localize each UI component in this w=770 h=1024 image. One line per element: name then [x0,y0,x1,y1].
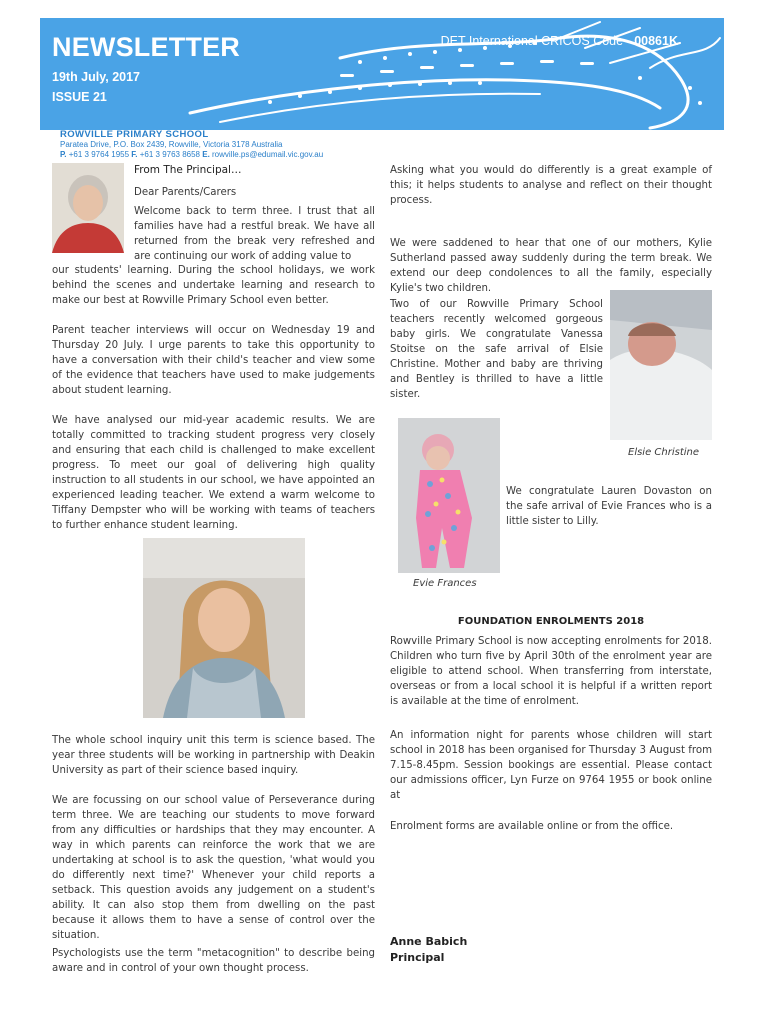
teacher-photo [143,538,305,718]
principal-p6: Psychologists use the term "metacognition" to describe being aware and in control of your own thought process. [52,948,375,974]
school-info [60,130,323,160]
right-p1: Asking what you would do differently is a great example of this; it helps students to analyse and reflect on their thought process. [390,165,712,206]
newsletter-date: 19th July, 2017 [52,70,141,84]
right-p2: We were saddened to hear that one of our mothers, Kylie Sutherland passed away suddenly during the term break. We extend our deep condolences to all the family, especially Kylie's two children. [390,238,712,294]
evie-photo [398,418,500,573]
right-p7: Enrolment forms are available online or from the office. [390,821,674,832]
school-name: ROWVILLE PRIMARY SCHOOL [60,129,209,140]
right-p3: Two of our Rowville Primary School teachers recently welcomed gorgeous baby girls. We congratulate Vanessa Stoitse on the safe arrival of Elsie Christine. Mother and baby are thriving and Bentley is thrilled to have a little sister. [390,299,603,400]
newsletter-banner [40,18,724,130]
evie-caption: Evie Frances [413,578,477,589]
principal-p4: The whole school inquiry unit this term is science based. The year three students will be working in partnership with Deakin University as part of their science based inquiry. [52,735,375,776]
signature-title: Principal [390,951,445,964]
principal-p5: We are focussing on our school value of Perseverance during term three. We are teaching our students to move forward from any difficulties or hardships that they may encounter. A way in which parents can reinforce the work that we are undertaking at school is to ask the question, 'what would you do differently next time?' Whenever your child reports a setback. This question avoids any judgement on a student's ability. It can also stop them from dwelling on the past because it allows them to have a sense of control over the situation. [52,795,375,941]
right-p4: We congratulate Lauren Dovaston on the safe arrival of Evie Frances who is a little sister to Lilly. [506,486,712,527]
principal-p1-wrap: Welcome back to term three. I trust that all families have had a restful break. We have all returned from the break very refreshed and are continuing our work of adding value to [134,206,375,262]
school-address: Paratea Drive, P.O. Box 2439, Rowville, Victoria 3178 Australia [60,140,283,149]
school-contact: P. +61 3 9764 1955 F. +61 3 9763 8658 E. rowville.ps@edumail.vic.gov.au [60,150,324,159]
newsletter-title: NEWSLETTER [52,32,240,62]
right-p6: An information night for parents whose children will start school in 2018 has been organised for Thursday 3 August from 7.15-8.45pm. Session bookings are essential. Please contact our admissions officer, Lyn Furze on 9764 1955 or book online at [390,730,712,801]
elsie-photo [610,290,712,440]
principal-p2: Parent teacher interviews will occur on Wednesday 19 and Thursday 20 July. I urge parents to take this opportunity to have a conversation with their child's teacher and view some of the evidence that teachers have used to make judgements about student learning. [52,325,375,396]
principal-p1-full: our students' learning. During the school holidays, we work behind the scenes and undertake learning and research to make our best at Rowville Primary School even better. [52,265,375,306]
school-email-link[interactable]: rowville.ps@edumail.vic.gov.au [209,150,324,159]
principal-p3: We have analysed our mid-year academic results. We are totally committed to tracking student progress very closely and ensuring that each child is challenged to make excellent progress. To meet our goal of delivering high quality instruction to all students in our school, we have appointed an experienced leading teacher. We extend a warm welcome to Tiffany Dempster who will be working with teams of teachers to further enhance student learning. [52,415,375,531]
right-p5: Rowville Primary School is now accepting enrolments for 2018. Children who turn five by April 30th of the enrolment year are eligible to attend school. When transferring from interstate, overseas or from a local school it is helpful if a written report is available at the time of enrolment. [390,636,712,707]
principal-photo [52,163,124,253]
elsie-caption: Elsie Christine [628,447,700,458]
principal-heading: From The Principal… [134,164,242,176]
enrolments-heading: FOUNDATION ENROLMENTS 2018 [457,616,645,627]
cricos-code: DET International CRICOS Code - 00861K [440,34,678,48]
signature-name: Anne Babich [390,935,468,948]
newsletter-issue: ISSUE 21 [52,90,107,104]
principal-greeting: Dear Parents/Carers [134,187,237,198]
